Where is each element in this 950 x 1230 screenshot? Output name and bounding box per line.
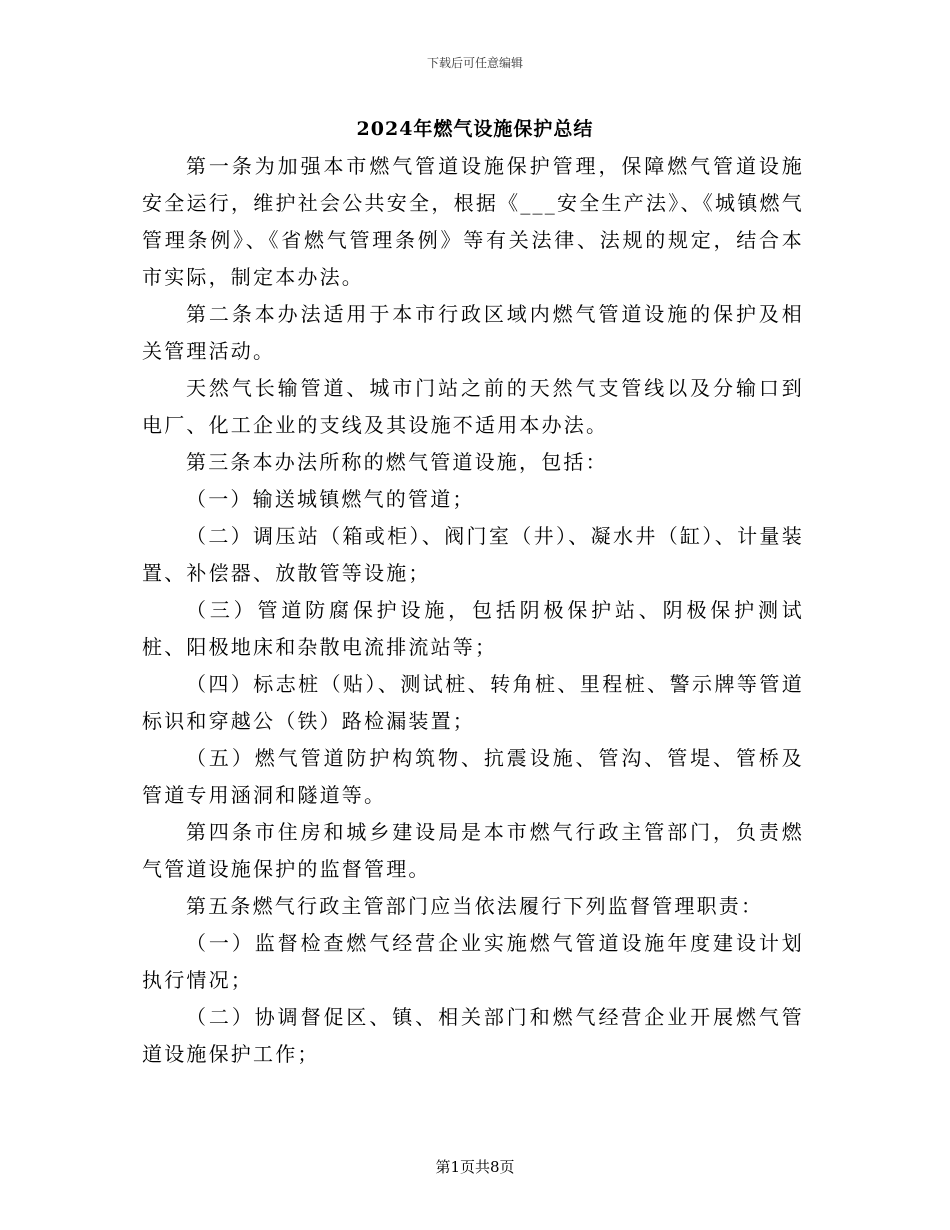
paragraph: （一）输送城镇燃气的管道； xyxy=(186,487,475,511)
paragraph: （一）监督检查燃气经营企业实施燃气管道设施年度建设计划执行情况； xyxy=(142,931,804,992)
paragraph: 第四条市住房和城乡建设局是本市燃气行政主管部门，负责燃气管道设施保护的监督管理。 xyxy=(142,820,804,881)
header-note: 下载后可任意编辑 xyxy=(426,56,523,70)
document-title: 2024年燃气设施保护总结 xyxy=(356,118,594,140)
paragraph: （二）调压站（箱或柜）、阀门室（井）、凝水井（缸）、计量装置、补偿器、放散管等设施； xyxy=(142,524,804,585)
paragraph: 第一条为加强本市燃气管道设施保护管理，保障燃气管道设施安全运行，维护社会公共安全，根据《___安全生产法》、《城镇燃气管理条例》、《省燃气管理条例》等有关法律、法规的规定，结合本市实际，制定本办法。 xyxy=(142,154,804,289)
paragraph: 第二条本办法适用于本市行政区域内燃气管道设施的保护及相关管理活动。 xyxy=(142,302,804,363)
paragraph: 天然气长输管道、城市门站之前的天然气支管线以及分输口到电厂、化工企业的支线及其设施不适用本办法。 xyxy=(142,376,804,437)
paragraph: （五）燃气管道防护构筑物、抗震设施、管沟、管堤、管桥及管道专用涵洞和隧道等。 xyxy=(142,746,804,807)
document-body xyxy=(142,148,804,1073)
paragraph: 第三条本办法所称的燃气管道设施，包括： xyxy=(186,450,608,474)
page-number: 第1页共8页 xyxy=(435,1158,515,1176)
paragraph: （四）标志桩（贴）、测试桩、转角桩、里程桩、警示牌等管道标识和穿越公（铁）路检漏装置； xyxy=(142,672,804,733)
paragraph: （二）协调督促区、镇、相关部门和燃气经营企业开展燃气管道设施保护工作； xyxy=(142,1005,804,1066)
paragraph: 第五条燃气行政主管部门应当依法履行下列监督管理职责： xyxy=(186,894,764,918)
paragraph: （三）管道防腐保护设施，包括阴极保护站、阴极保护测试桩、阳极地床和杂散电流排流站等； xyxy=(142,598,804,659)
